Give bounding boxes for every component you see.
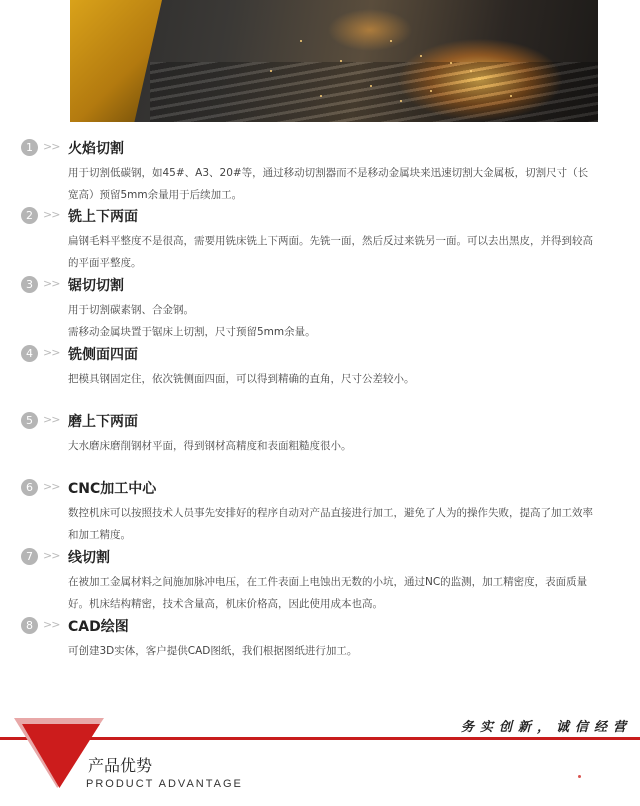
spark: [430, 90, 432, 92]
step-description-line: 用于切割碳素钢、合金钢。: [68, 304, 194, 316]
step-title: CAD绘图: [68, 619, 129, 635]
spark: [340, 60, 342, 62]
arrows-icon: >>: [43, 549, 60, 562]
step-number-badge: 5: [21, 412, 38, 429]
spark: [320, 95, 322, 97]
step-title: 锯切切割: [68, 278, 124, 294]
arrows-icon: >>: [43, 140, 60, 153]
step-title: 火焰切割: [68, 141, 124, 157]
machine-graphic: [70, 0, 162, 122]
spark: [470, 70, 472, 72]
step-description: [68, 230, 598, 274]
spark: [510, 95, 512, 97]
step-title: 磨上下两面: [68, 414, 138, 430]
step-number-badge: 3: [21, 276, 38, 293]
step-description: [68, 435, 598, 457]
step-description-line: 可创建3D实体，客户提供CAD图纸，我们根据图纸进行加工。: [68, 645, 358, 657]
step-description: [68, 502, 598, 546]
arrows-icon: >>: [43, 346, 60, 359]
spark: [400, 100, 402, 102]
step-description-line: 大水磨床磨削钢材平面，得到钢材高精度和表面粗糙度很小。: [68, 440, 352, 452]
arrows-icon: >>: [43, 413, 60, 426]
hero-image-flame-cutting: [70, 0, 598, 122]
step-description-line: 数控机床可以按照技术人员事先安排好的程序自动对产品直接进行加工，避免了人为的操作失败，提高了加工效率和加工精度。: [68, 507, 593, 541]
step-description: [68, 571, 598, 615]
arrows-icon: >>: [43, 208, 60, 221]
step-number-badge: 7: [21, 548, 38, 565]
step-number-badge: 6: [21, 479, 38, 496]
step-description-line: 扁钢毛料平整度不是很高，需要用铣床铣上下两面。先铣一面，然后反过来铣另一面。可以去出黑皮，并得到较高的平面平整度。: [68, 235, 593, 269]
step-title: 线切割: [68, 550, 110, 566]
step-description: [68, 640, 598, 662]
step-description: [68, 368, 598, 390]
step-description-line: 把模具钢固定住，依次铣侧面四面，可以得到精确的直角，尺寸公差较小。: [68, 373, 415, 385]
step-description-line: 在被加工金属材料之间施加脉冲电压，在工件表面上电蚀出无数的小坑，通过NC的监测，加工精密度，表面质量好。机床结构精密，技术含量高，机床价格高，因此使用成本也高。: [68, 576, 588, 610]
spark: [420, 55, 422, 57]
step-number-badge: 1: [21, 139, 38, 156]
arrows-icon: >>: [43, 277, 60, 290]
step-number-badge: 2: [21, 207, 38, 224]
spark: [450, 62, 452, 64]
divider-line: [0, 737, 640, 740]
spark: [390, 40, 392, 42]
spark: [300, 40, 302, 42]
arrows-icon: >>: [43, 480, 60, 493]
steel-bars-graphic: [150, 62, 598, 122]
step-description: [68, 162, 598, 206]
step-title: 铣上下两面: [68, 209, 138, 225]
step-description-line: 需移动金属块置于锯床上切割，尺寸预留5mm余量。: [68, 326, 316, 338]
step-number-badge: 8: [21, 617, 38, 634]
spark: [370, 85, 372, 87]
step-description-line: 用于切割低碳钢，如45#、A3、20#等，通过移动切割器而不是移动金属块来迅速切割大金属板，切割尺寸（长宽高）预留5mm余量用于后续加工。: [68, 167, 589, 201]
step-description: [68, 299, 598, 343]
step-title: 铣侧面四面: [68, 347, 138, 363]
slogan-text: 务实创新，诚信经营: [460, 720, 632, 735]
spark: [270, 70, 272, 72]
step-number-badge: 4: [21, 345, 38, 362]
arrows-icon: >>: [43, 618, 60, 631]
section-title: 产品优势: [88, 756, 153, 775]
step-title: CNC加工中心: [68, 481, 157, 497]
section-subtitle: PRODUCT ADVANTAGE: [86, 778, 243, 790]
dot-decoration: [578, 775, 581, 778]
